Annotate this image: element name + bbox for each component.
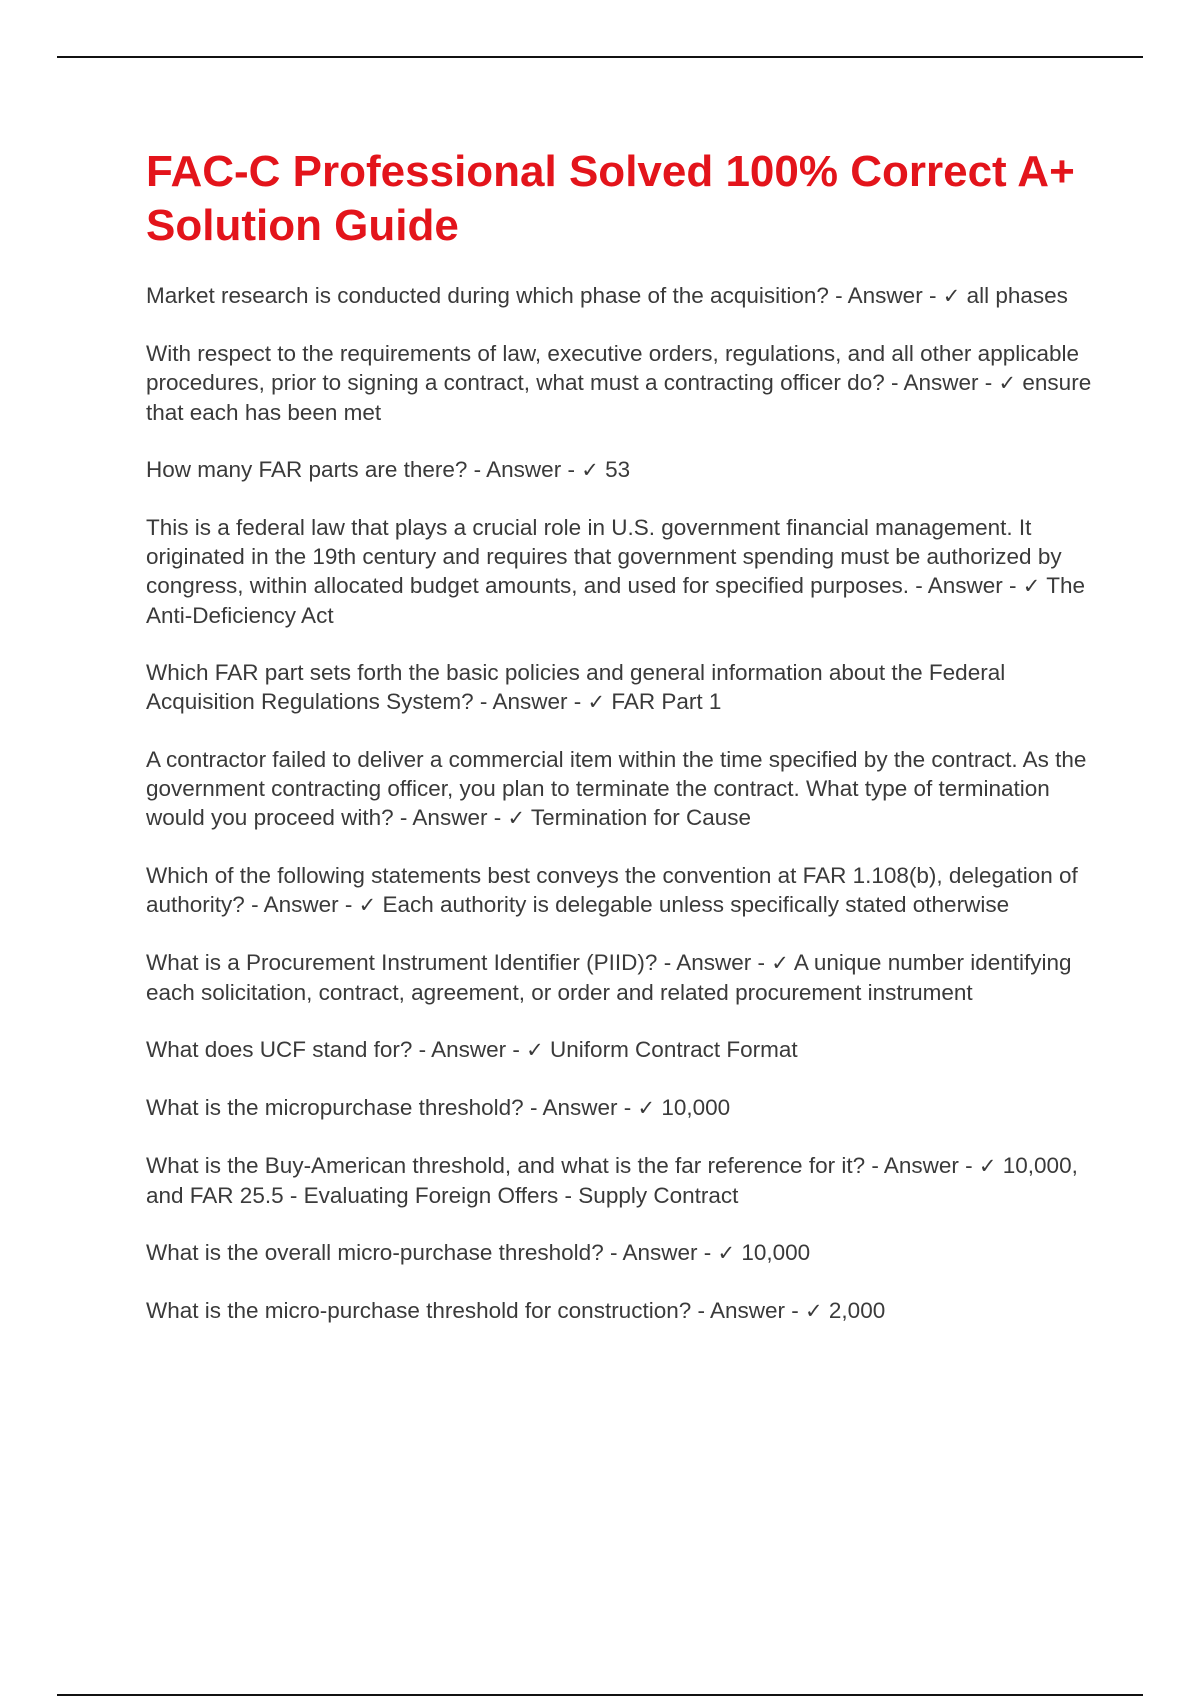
answer-separator: - Answer -: [908, 573, 1023, 598]
check-mark-icon: ✓: [526, 1038, 544, 1062]
check-mark-icon: ✓: [358, 893, 377, 917]
answer-label: Answer: [542, 1095, 618, 1120]
qa-item: [146, 1238, 1096, 1268]
question-text: What does UCF stand for?: [146, 1037, 413, 1062]
qa-list: [146, 281, 1096, 1326]
answer-separator: - Answer -: [884, 370, 999, 395]
answer-label: Answer: [492, 689, 568, 714]
answer-text: The Anti-Deficiency Act: [146, 573, 1086, 628]
answer-label: Answer: [927, 573, 1003, 598]
answer-separator: - Answer -: [467, 457, 582, 482]
check-mark-icon: ✓: [637, 1096, 656, 1120]
question-text: What is the overall micro-purchase threshold?: [146, 1240, 604, 1265]
answer-label: Answer: [263, 892, 339, 917]
check-mark-icon: ✓: [717, 1241, 736, 1265]
answer-text: 53: [605, 457, 631, 482]
qa-item: [146, 948, 1096, 1007]
answer-label: Answer: [431, 1037, 507, 1062]
answer-separator: - Answer -: [473, 689, 588, 714]
check-mark-icon: ✓: [978, 1154, 997, 1178]
qa-item: [146, 1035, 1096, 1065]
question-text: Which of the following statements best conveys the convention at FAR 1.108(b), delegation of authority?: [146, 863, 1078, 917]
question-text: Market research is conducted during which phase of the acquisition?: [146, 283, 829, 308]
answer-text: all phases: [966, 283, 1068, 308]
answer-separator: - Answer -: [865, 1153, 979, 1178]
question-text: What is the micropurchase threshold?: [146, 1095, 524, 1120]
document-body: [146, 145, 1096, 1354]
question-text: Which FAR part sets forth the basic policies and general information about the Federal Acquisition Regulations System?: [146, 660, 1006, 714]
qa-item: [146, 1151, 1096, 1210]
footer-rule: [57, 1694, 1143, 1696]
answer-separator: - Answer -: [691, 1298, 806, 1323]
answer-label: Answer: [883, 1153, 959, 1178]
qa-item: [146, 281, 1096, 311]
answer-text: ensure that each has been met: [146, 370, 1092, 425]
answer-text: FAR Part 1: [611, 689, 722, 714]
answer-text: 10,000: [741, 1240, 811, 1265]
answer-label: Answer: [676, 950, 752, 975]
answer-separator: - Answer -: [828, 283, 943, 308]
answer-separator: - Answer -: [244, 892, 359, 917]
document-title: FAC-C Professional Solved 100% Correct A+ Solution Guide: [146, 147, 1075, 250]
question-text: With respect to the requirements of law, executive orders, regulations, and all other applicable procedures, prior to signing a contract, what must a contracting officer do?: [146, 341, 1080, 395]
answer-label: Answer: [903, 370, 979, 395]
qa-item: [146, 339, 1096, 427]
question-text: What is the micro-purchase threshold for construction?: [146, 1298, 692, 1323]
answer-text: Termination for Cause: [530, 805, 752, 830]
qa-item: [146, 513, 1096, 630]
check-mark-icon: ✓: [805, 1299, 823, 1323]
answer-text: Each authority is delegable unless specifically stated otherwise: [382, 892, 1010, 917]
check-mark-icon: ✓: [771, 951, 789, 975]
answer-label: Answer: [412, 805, 488, 830]
answer-separator: - Answer -: [412, 1037, 527, 1062]
answer-text: 2,000: [828, 1298, 886, 1323]
check-mark-icon: ✓: [507, 806, 526, 830]
check-mark-icon: ✓: [581, 458, 599, 482]
qa-item: [146, 1296, 1096, 1326]
check-mark-icon: ✓: [942, 284, 961, 308]
answer-separator: - Answer -: [523, 1095, 638, 1120]
answer-text: Uniform Contract Format: [550, 1037, 798, 1062]
answer-label: Answer: [710, 1298, 786, 1323]
header-rule: [57, 56, 1143, 58]
answer-label: Answer: [622, 1240, 698, 1265]
answer-text: A unique number identifying each solicitation, contract, agreement, or order and related procurement instrument: [146, 950, 1072, 1005]
check-mark-icon: ✓: [587, 690, 606, 714]
qa-item: [146, 861, 1096, 920]
answer-separator: - Answer -: [393, 805, 508, 830]
qa-item: [146, 455, 1096, 485]
answer-label: Answer: [847, 283, 923, 308]
check-mark-icon: ✓: [998, 371, 1017, 395]
question-text: How many FAR parts are there?: [146, 457, 468, 482]
answer-label: Answer: [486, 457, 562, 482]
answer-separator: - Answer -: [603, 1240, 718, 1265]
check-mark-icon: ✓: [1022, 574, 1041, 598]
qa-item: [146, 658, 1096, 717]
question-text: What is the Buy-American threshold, and what is the far reference for it?: [146, 1153, 866, 1178]
qa-item: [146, 1093, 1096, 1123]
question-text: What is a Procurement Instrument Identifier (PIID)?: [146, 950, 658, 975]
answer-separator: - Answer -: [657, 950, 772, 975]
question-text: A contractor failed to deliver a commercial item within the time specified by the contract. As the government contracting officer, you plan to terminate the contract. What type of termination would you proceed with?: [146, 747, 1087, 830]
answer-text: 10,000, and FAR 25.5 - Evaluating Foreign Offers - Supply Contract: [146, 1153, 1078, 1208]
question-text: This is a federal law that plays a crucial role in U.S. government financial management. It originated in the 19th century and requires that government spending must be authorized by congress, within allocated budget amounts, and used for specified purposes.: [146, 515, 1062, 598]
answer-text: 10,000: [661, 1095, 731, 1120]
qa-item: [146, 745, 1096, 833]
